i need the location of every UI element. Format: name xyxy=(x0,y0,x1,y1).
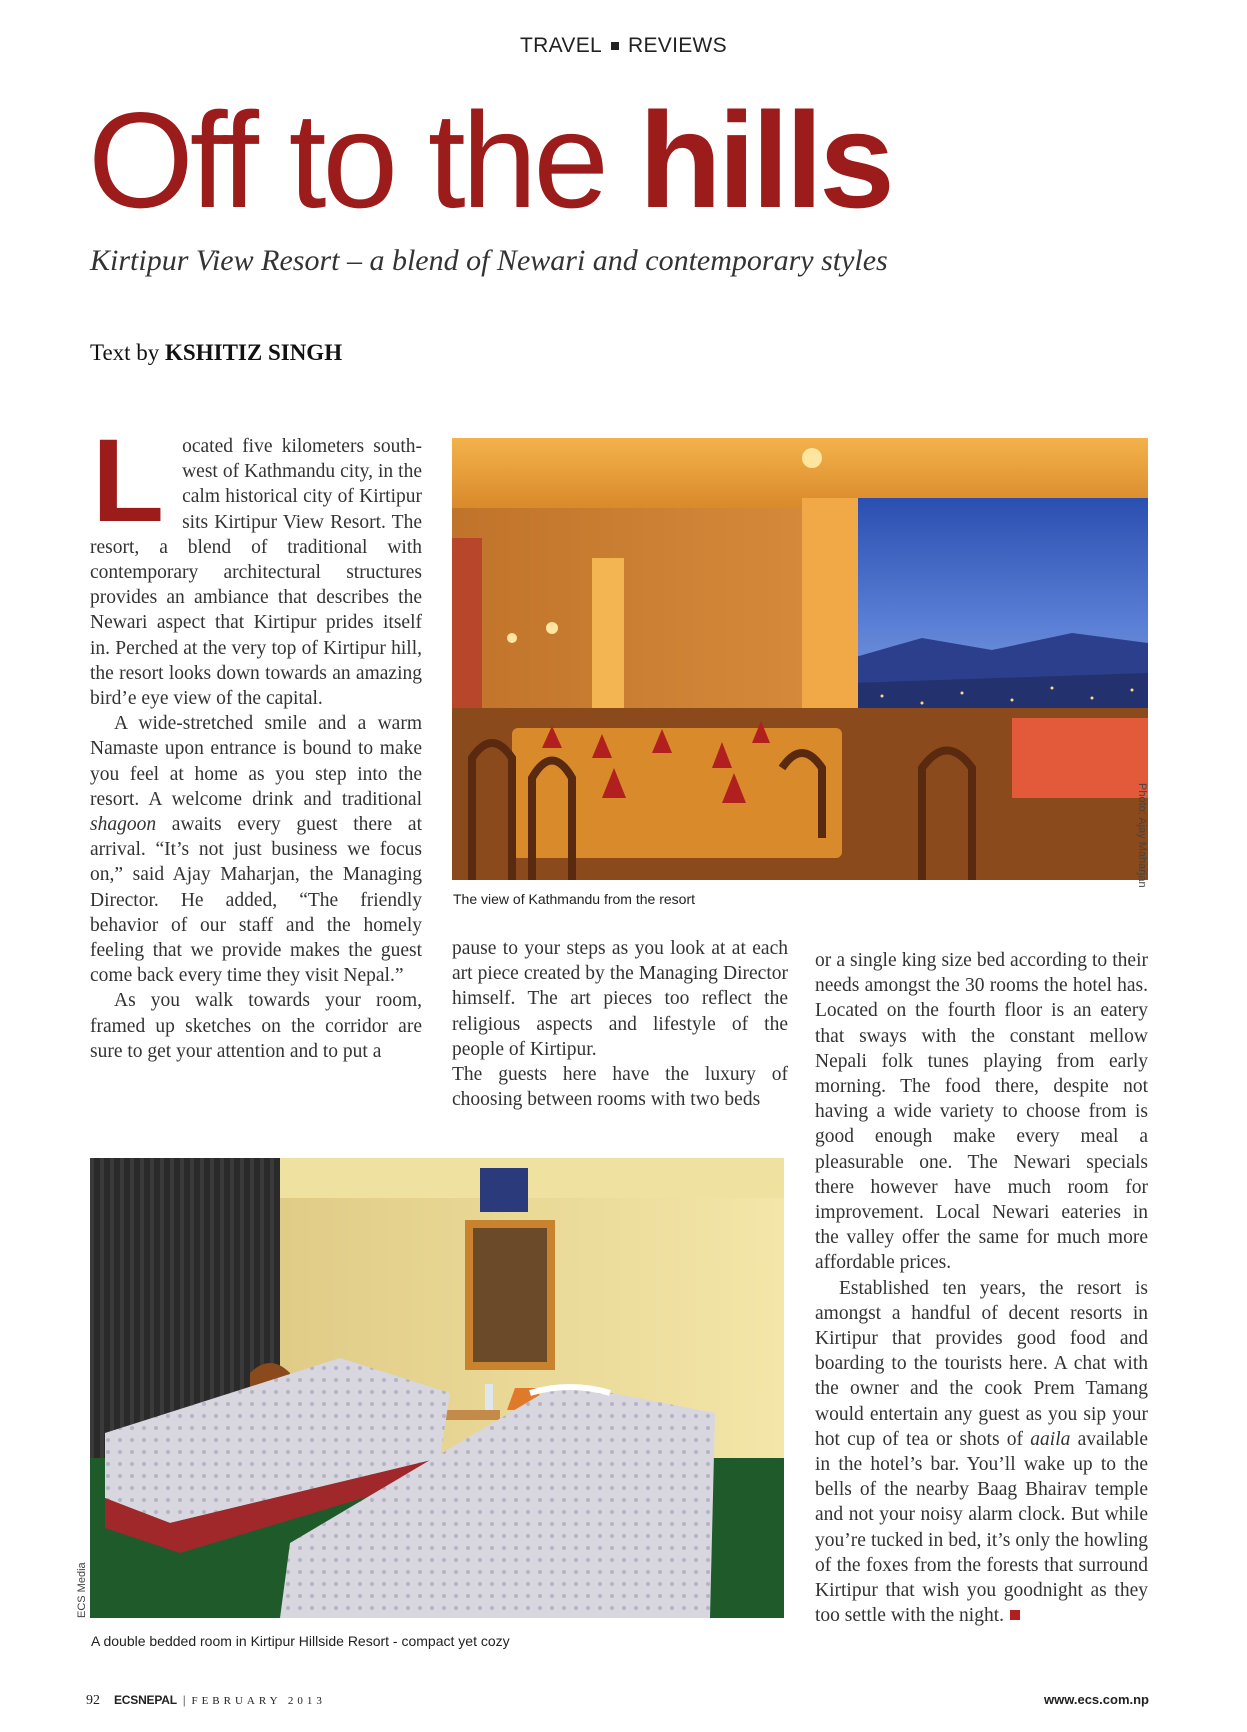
paragraph-text: available in the hotel’s bar. You’ll wake up to the bells of the nearby Baag Bhairav temple and not your noisy alarm clock. But while you’re tucked in bed, it’s only the howling of the foxes from the forests that surround Kirtipur that wish you goodnight as they too settle with the night. xyxy=(815,1428,1148,1627)
dining-photo-credit: Photo: Ajay Maharjan xyxy=(1136,783,1148,888)
magazine-brand: ECSNEPAL xyxy=(114,1693,177,1707)
article-paragraph: The guests here have the luxury of choosing between rooms with two beds xyxy=(452,1064,788,1111)
article-paragraph xyxy=(815,1276,1148,1629)
headline-bold: hills xyxy=(638,84,891,236)
article-paragraph: pause to your steps as you look at at each art piece created by the Managing Director himself. The art pieces too reflect the religious aspects and lifestyle of the people of Kirtipur. xyxy=(452,938,788,1060)
section-reviews: REVIEWS xyxy=(627,34,727,57)
website-url[interactable]: www.ecs.com.np xyxy=(1044,1692,1149,1707)
italic-term: aaila xyxy=(1030,1428,1071,1450)
footer-separator: | xyxy=(182,1692,186,1707)
paragraph-text: ocated five kilometers south-west of Kathmandu city, in the calm historical city of Kirtipur sits Kirtipur View Resort. The resort, a blend of traditional with contemporary architectural structures provides an ambiance that describes the Newari aspect that Kirtipur prides itself in. Perched at the very top of Kirtipur hill, the resort looks down towards an amazing bird’e eye view of the capital. xyxy=(90,436,422,710)
byline-prefix: Text by xyxy=(90,340,160,365)
section-label xyxy=(0,34,1247,58)
bedroom-photo-caption: A double bedded room in Kirtipur Hillside Resort - compact yet cozy xyxy=(91,1633,510,1649)
italic-term: shagoon xyxy=(90,814,157,836)
paragraph-text: Established ten years, the resort is amongst a handful of decent resorts in Kirtipur that provides good food and boarding to the tourists here. A chat with the owner and the cook Prem Tamang would entertain any guest as you sip your hot cup of tea or shots of xyxy=(815,1277,1148,1450)
dining-room-photo xyxy=(452,438,1148,880)
article-paragraph: or a single king size bed according to their needs amongst the 30 rooms the hotel has. Located on the fourth floor is an eatery that sways with the constant mellow Nepali folk tunes playing from early morning. The food there, despite not having a wide variety to choose from is good enough make every meal a pleasurable one. The Newari specials there however have much room for improvement. Local Newari eateries in the valley offer the same for much more affordable prices. xyxy=(815,950,1148,1274)
article-paragraph xyxy=(90,415,422,711)
article-column-3 xyxy=(815,948,1148,1628)
issue-date: FEBRUARY 2013 xyxy=(191,1695,326,1707)
footer-left xyxy=(86,1692,326,1709)
end-of-article-icon xyxy=(1010,1610,1020,1620)
byline-author: KSHITIZ SINGH xyxy=(165,340,343,365)
dining-photo-caption: The view of Kathmandu from the resort xyxy=(453,891,695,907)
paragraph-text: awaits every guest there at arrival. “It’s not just business we focus on,” said Ajay Maharjan, the Managing Director. He added, “The friendly behavior of our staff and the homely feeling that we provide makes the guest come back every time they visit Nepal.” xyxy=(90,814,422,987)
paragraph-text: A wide-stretched smile and a warm Namaste upon entrance is bound to make you feel at home as you step into the resort. A welcome drink and traditional xyxy=(90,713,422,810)
article-paragraph: As you walk towards your room, framed up sketches on the corridor are sure to get your attention and to put a xyxy=(90,990,422,1062)
article-paragraph xyxy=(90,711,422,988)
byline xyxy=(90,340,342,366)
article-headline xyxy=(88,84,891,236)
bedroom-photo xyxy=(90,1158,784,1618)
headline-light: Off to the xyxy=(88,84,605,236)
article-subtitle: Kirtipur View Resort – a blend of Newari and contemporary styles xyxy=(90,244,888,277)
bedroom-photo-illustration xyxy=(90,1158,784,1618)
section-travel: TRAVEL xyxy=(520,34,602,57)
drop-cap: L xyxy=(92,415,165,547)
dining-photo-illustration xyxy=(452,438,1148,880)
bedroom-photo-credit: ECS Media xyxy=(76,1562,88,1618)
article-column-2 xyxy=(452,936,788,1112)
article-column-1 xyxy=(90,415,422,1064)
page-number: 92 xyxy=(86,1693,100,1708)
square-bullet-icon xyxy=(611,42,619,50)
